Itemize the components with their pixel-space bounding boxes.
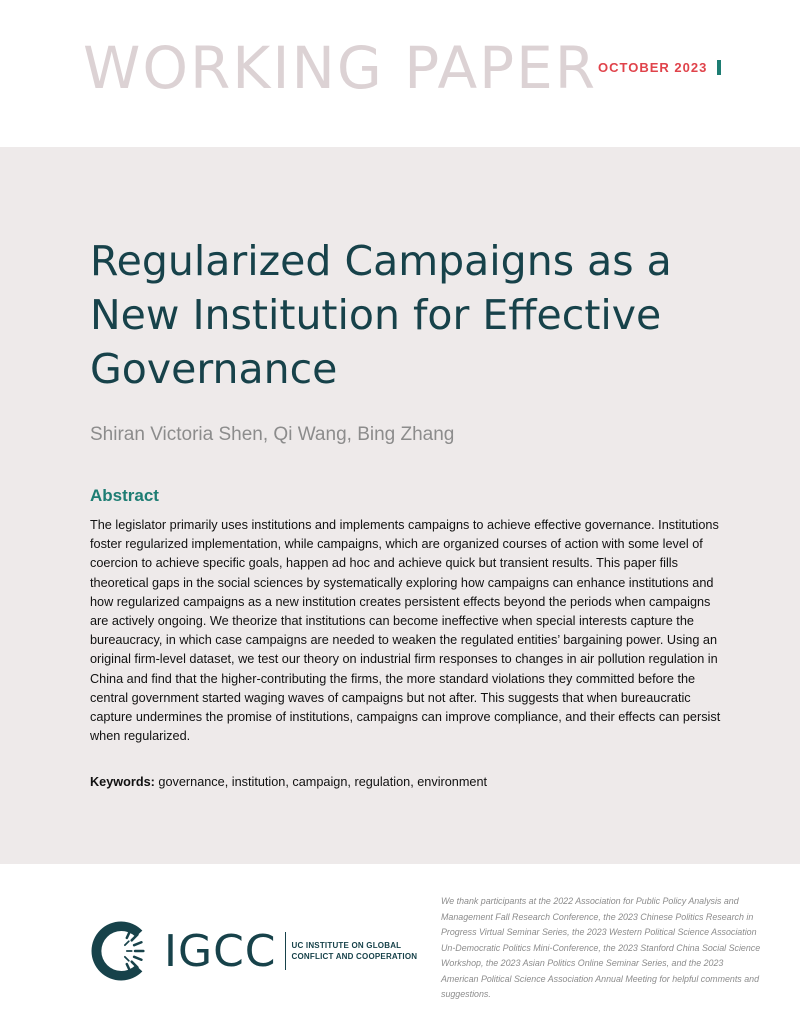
publication-date: OCTOBER 2023 [598, 60, 708, 75]
igcc-logo-icon [88, 918, 154, 984]
date-block [598, 60, 721, 75]
paper-title: Regularized Campaigns as a New Institution for Effective Governance [90, 237, 672, 393]
keywords-line [90, 775, 487, 789]
acknowledgment-note: We thank participants at the 2022 Association for Public Policy Analysis and Management Fall Research Conference, the 2023 Chinese Politics Research in Progress Virtual Seminar Series, the 2023 Western Political Science Association Un-Democratic Politics Mini-Conference, the 2023 Stanford China Social Science Workshop, the 2023 Asian Politics Online Seminar Series, and the 2023 American Political Science Association Annual Meeting for helpful comments and suggestions. [441, 896, 761, 999]
paper-authors: Shiran Victoria Shen, Qi Wang, Bing Zhang [90, 424, 455, 445]
abstract-body: The legislator primarily uses institutions and implements campaigns to achieve effective governance. Institutions foster regularized implementation, while campaigns, which are organized courses of action with some level of coercion to achieve specific goals, happen ad hoc and achieve quick but transient results. This paper fills theoretical gaps in the social sciences by systematically exploring how campaigns can enhance institutions and how regularized campaigns as a new institution creates persistent effects beyond the periods when campaigns are actively ongoing. We theorize that institutions can become ineffective when special interests capture the bureaucracy, in which case campaigns are needed to weaken the regulated entities’ bargaining power. Using an original firm-level dataset, we test our theory on industrial firm responses to changes in air pollution regulation in China and find that the higher-contributing the firms, the more standard violations they committed before the central government started waging waves of campaigns but not after. This suggests that when bureaucratic capture undermines the promise of institutions, campaigns can improve compliance, and their effects can persist when regularized. [90, 518, 721, 744]
igcc-subtitle-line-2: CONFLICT AND COOPERATION [291, 952, 418, 961]
igcc-logo [88, 918, 417, 984]
igcc-subtitle [292, 940, 418, 962]
keywords-value: governance, institution, campaign, regulation, environment [154, 775, 488, 789]
keywords-label: Keywords: [90, 775, 155, 789]
working-paper-label: WORKING PAPER [83, 34, 598, 102]
logo-divider [285, 932, 286, 970]
igcc-wordmark: IGCC [164, 925, 277, 977]
abstract-heading: Abstract [90, 486, 159, 505]
date-accent-bar [717, 60, 721, 75]
igcc-subtitle-line-1: UC INSTITUTE ON GLOBAL [291, 941, 402, 950]
